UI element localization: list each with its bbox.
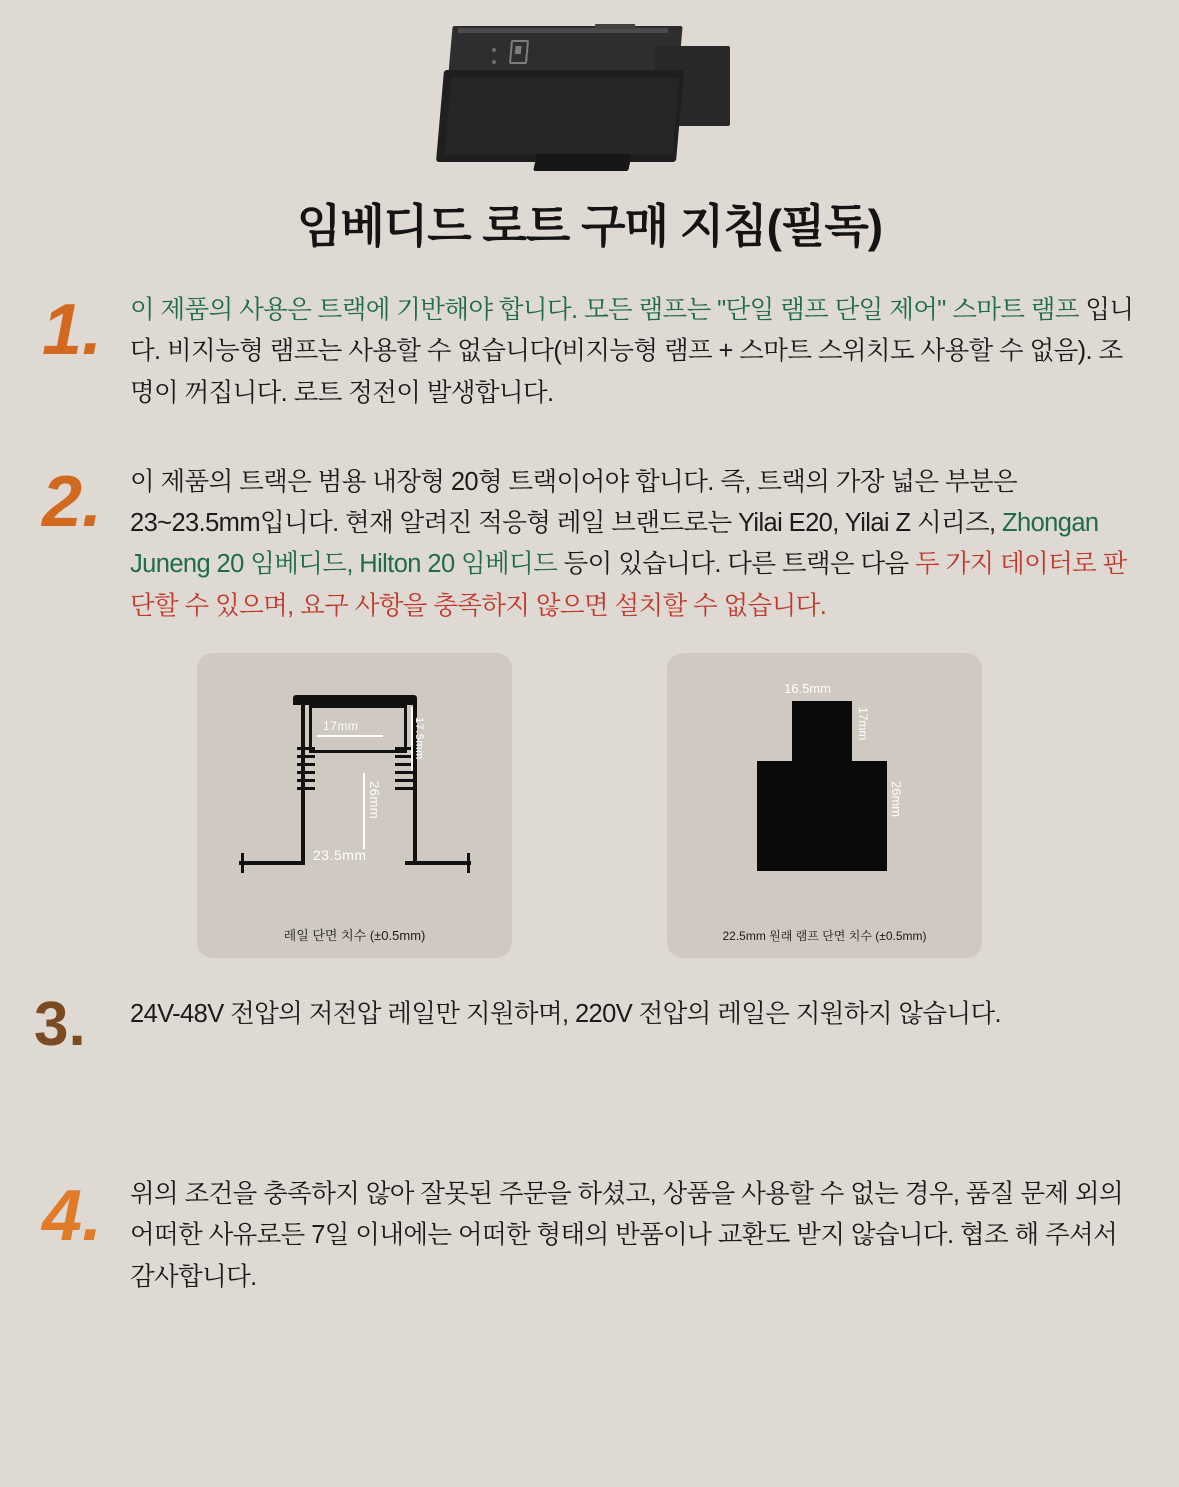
page-title: 임베디드 로트 구매 지침(필독): [296, 200, 883, 252]
ceiling-line-left: [239, 861, 305, 865]
item-1-line-2: 입니다. 비지능형 램프는 사용할 수 없습니다(비지능형 램프 + 스마트 스위치도 사용할 수 없음). 조명이 꺼집니다. 로트 정전이 발생합니다.: [130, 296, 1134, 407]
rail-cross-section-card: [197, 653, 512, 958]
product-dot-icon: [492, 60, 496, 64]
ceiling-line-right: [405, 861, 471, 865]
rail-fins-left: [297, 747, 315, 795]
product-notch: [594, 24, 634, 29]
rail-depth-arrow: [363, 773, 365, 849]
item-2-line-4: 두 가지 데이터로 판단할 수 있으며, 요구 사항을 충족하지 않으면 설치할 수 없습니다.: [130, 550, 1127, 620]
dimension-diagrams: [0, 653, 1179, 958]
rail-dim-outer-width: 23.5mm: [313, 847, 367, 864]
product-illustration: [440, 18, 740, 178]
product-image: [0, 0, 1179, 190]
product-top-highlight: [457, 28, 667, 33]
rail-dim-inner-width: 17mm: [323, 719, 359, 734]
ceiling-tick-left: [241, 853, 244, 873]
product-body-face: [444, 78, 679, 154]
guideline-item-1: [0, 290, 1179, 414]
lamp-drawing: [667, 671, 982, 921]
lamp-neck: [792, 701, 852, 763]
item-1-text: [130, 290, 1139, 414]
rail-diagram-caption: 레일 단면 치수 (±0.5mm): [283, 928, 426, 944]
lamp-cross-section-card: [667, 653, 982, 958]
ceiling-tick-right: [467, 853, 470, 873]
item-2-text: [130, 462, 1139, 627]
lamp-dim-top-width: 16.5mm: [784, 681, 831, 697]
guideline-item-4: [0, 1174, 1179, 1298]
item-4-line-1: 위의 조건을 충족하지 않아 잘못된 주문을 하셨고, 상품을 사용할 수 없는 경우, 품질 문제 외의 어떠한 사유로든 7일 이내에는 어떠한 형태의 반품이나 교환도 받지 않습니다. 협조 해 주셔서 감사합니다.: [130, 1180, 1123, 1291]
lamp-dim-neck-height: 17mm: [856, 707, 870, 741]
item-3-line-1: 24V-48V 전압의 저전압 레일만 지원하며, 220V 전압의 레일은 지원하지 않습니다.: [130, 1000, 1002, 1029]
item-3-text: [130, 994, 1139, 1035]
item-2-line-1: 이 제품의 트랙은 범용 내장형 20형 트랙이어야 합니다. 즉, 트랙의 가장 넓은 부분은 23~23.5mm입니다. 현재 알려진 적응형 레일 브랜드로는 Yilai E20, Yilai Z 시리즈,: [130, 467, 1018, 538]
item-number-3: 3.: [34, 990, 86, 1060]
item-number-1: 1.: [42, 290, 103, 370]
item-1-line-1: 이 제품의 사용은 트랙에 기반해야 합니다. 모든 램프는 "단일 램프 단일 제어" 스마트 램프: [130, 296, 1079, 324]
product-chip-icon: [508, 40, 528, 64]
rail-drawing: [197, 677, 512, 912]
item-2-line-2: Zhongan Juneng 20 임베디드, Hilton 20 임베디드: [130, 509, 1099, 579]
lamp-dim-body-height: 26mm: [889, 781, 904, 818]
item-4-text: [130, 1174, 1139, 1298]
product-foot: [533, 154, 632, 171]
guideline-item-3: [0, 990, 1179, 1090]
item-number-4: 4.: [42, 1176, 103, 1257]
guideline-item-2: [0, 462, 1179, 627]
item-2-line-3: 등이 있습니다. 다른 트랙은 다음: [557, 550, 909, 579]
rail-dim-top-height: 17.5mm: [413, 717, 425, 760]
lamp-diagram-caption: 22.5mm 원래 램프 단면 치수 (±0.5mm): [722, 929, 927, 944]
lamp-base: [757, 761, 887, 871]
rail-dim-depth: 26mm: [367, 781, 382, 820]
rail-width-arrow: [317, 735, 383, 737]
item-number-2: 2.: [42, 461, 103, 542]
product-dot-icon: [492, 48, 496, 52]
